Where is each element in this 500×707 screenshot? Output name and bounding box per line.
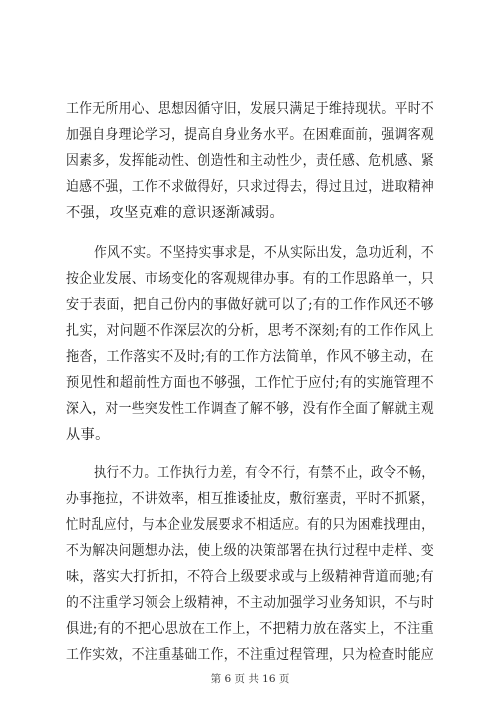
paragraph-line: 扎实，对问题不作深层次的分析，思考不深刻;有的工作作风上: [66, 323, 434, 339]
paragraph-line: 工作无所用心、思想因循守旧，发展只满足于维持现状。平时不: [66, 101, 434, 117]
paragraph-line: 按企业发展、市场变化的客观规律办事。有的工作思路单一，只: [66, 271, 434, 287]
paragraph-line: 的不注重学习领会上级精神，不主动加强学习业务知识，不与时: [66, 595, 434, 611]
paragraph-line: 不为解决问题想办法，使上级的决策部署在执行过程中走样、变: [66, 543, 434, 559]
paragraph-line: 预见性和超前性方面也不够强，工作忙于应付;有的实施管理不: [66, 375, 434, 391]
page-number-footer: 第 6 页 共 16 页: [210, 673, 290, 685]
paragraph-line: 拖沓，工作落实不及时;有的工作方法简单，作风不够主动，在: [66, 349, 434, 365]
paragraph-line: 不强，攻坚克难的意识逐渐减弱。: [66, 205, 285, 221]
paragraph-line: 迫感不强，工作不求做得好，只求过得去，得过且过，进取精神: [66, 179, 434, 195]
paragraph-line: 俱进;有的不把心思放在工作上，不把精力放在落实上，不注重: [66, 621, 434, 637]
paragraph-line: 办事拖拉，不讲效率，相互推诿扯皮，敷衍塞责，平时不抓紧，: [66, 491, 434, 507]
paragraph-line: 因素多，发挥能动性、创造性和主动性少，责任感、危机感、紧: [66, 153, 434, 169]
paragraph-line: 作风不实。不坚持实事求是，不从实际出发，急功近利，不: [94, 245, 434, 261]
paragraph-line: 从事。: [66, 427, 110, 443]
paragraph-line: 工作实效，不注重基础工作，不注重过程管理，只为检查时能应: [66, 647, 434, 663]
paragraph-line: 深入，对一些突发性工作调查了解不够，没有作全面了解就主观: [66, 401, 434, 417]
paragraph-line: 执行不力。工作执行力差，有令不行，有禁不止，政令不畅，: [94, 465, 434, 481]
paragraph-line: 安于表面，把自己份内的事做好就可以了;有的工作作风还不够: [66, 297, 434, 313]
paragraph-line: 加强自身理论学习，提高自身业务水平。在困难面前，强调客观: [66, 127, 434, 143]
paragraph-line: 味，落实大打折扣，不符合上级要求或与上级精神背道而驰;有: [66, 569, 434, 585]
paragraph-line: 忙时乱应付，与本企业发展要求不相适应。有的只为困难找理由，: [66, 517, 434, 533]
